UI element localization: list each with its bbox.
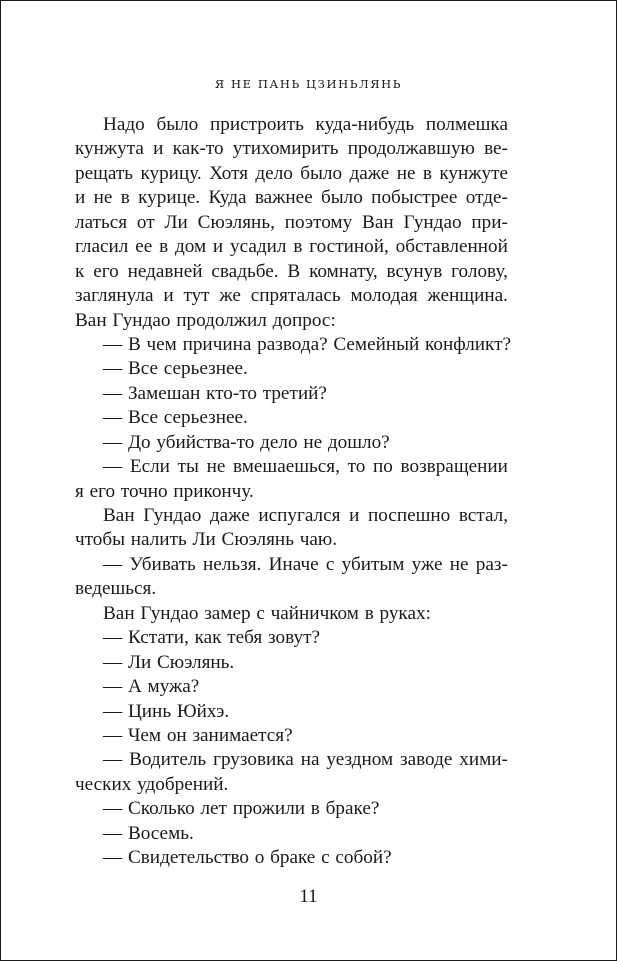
text-line: ведешься. — [75, 578, 157, 600]
running-head: Я НЕ ПАНЬ ЦЗИНЬЛЯНЬ — [214, 77, 403, 91]
text-line: — Ли Сюэлянь. — [103, 651, 235, 673]
text-line: — Все серьезнее. — [103, 407, 248, 429]
text-line: гласил ее в дом и усадил в гостиной, обставленной — [75, 236, 508, 258]
text-line: к его недавней свадьбе. В комнату, всунув голову, — [75, 260, 508, 282]
text-line: — Все серьезнее. — [103, 358, 248, 380]
text-line: Ван Гундао продолжил допрос: — [75, 309, 336, 331]
text-line: я его точно прикончу. — [75, 480, 254, 502]
text-line: латься от Ли Сюэлянь, поэтому Ван Гундао при- — [75, 211, 508, 233]
text-line: — Чем он занимается? — [103, 724, 293, 746]
text-line: — Водитель грузовика на уездном заводе хими- — [103, 749, 508, 771]
text-line: — Сколько лет прожили в браке? — [103, 798, 380, 820]
text-line: заглянула и тут же спряталась молодая женщина. — [75, 285, 508, 307]
text-line: Ван Гундао даже испугался и поспешно встал, — [103, 505, 508, 526]
page-number: 11 — [299, 886, 318, 907]
text-line: — Цинь Юйхэ. — [103, 700, 230, 722]
text-line: — Кстати, как тебя зовут? — [103, 627, 320, 649]
text-line: — Если ты не вмешаешься, то по возвращении — [103, 456, 508, 478]
text-line: — Замешан кто-то третий? — [103, 382, 327, 404]
text-line: — Свидетельство о браке с собой? — [103, 847, 392, 869]
text-line: — В чем причина развода? Семейный конфликт? — [103, 333, 512, 355]
text-line: кунжута и как-то утихомирить продолжавшую ве- — [75, 138, 508, 160]
text-line: — А мужа? — [103, 676, 200, 698]
text-line: — Восемь. — [103, 822, 194, 844]
text-line: Ван Гундао замер с чайничком в руках: — [103, 602, 431, 624]
text-line: чтобы налить Ли Сюэлянь чаю. — [75, 529, 338, 551]
text-line: Надо было пристроить куда-нибудь полмешка — [103, 114, 508, 135]
text-line: и не в курице. Куда важнее было побыстрее отде- — [75, 187, 508, 209]
text-line: ческих удобрений. — [75, 773, 229, 795]
text-line: — До убийства-то дело не дошло? — [103, 431, 390, 453]
body-text — [75, 113, 512, 871]
text-line: рещать курицу. Хотя дело было даже не в кунжуте — [75, 162, 508, 184]
text-line: — Убивать нельзя. Иначе с убитым уже не раз- — [103, 553, 508, 575]
